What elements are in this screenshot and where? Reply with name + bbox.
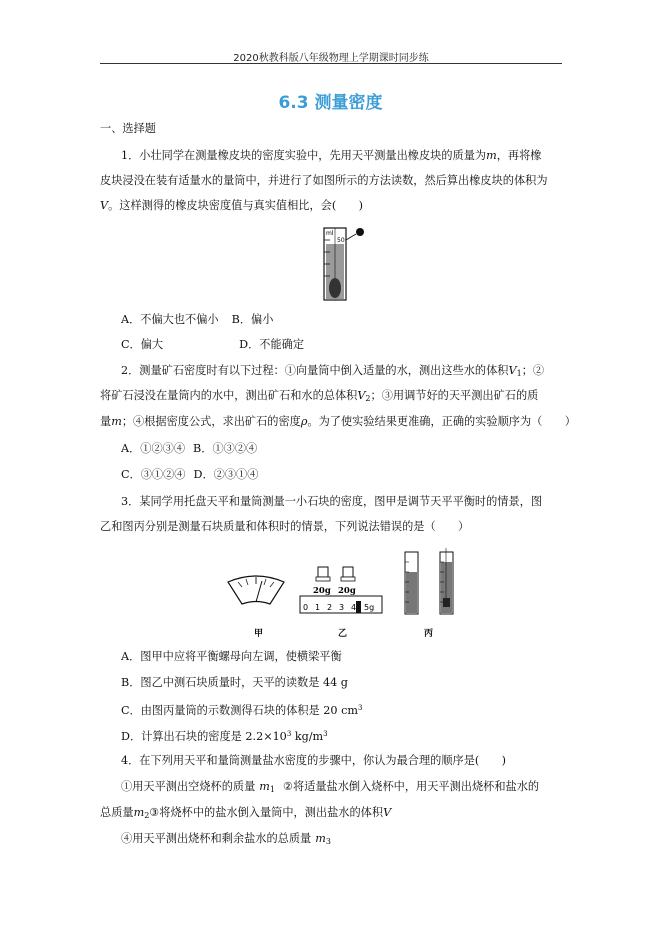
q2-var-rho: ρ — [300, 415, 308, 428]
q3-option-b-row — [121, 670, 587, 695]
q2-option-b[interactable]: B．①③②④ — [193, 442, 258, 455]
q3-option-a[interactable]: A．图甲中应将平衡螺母向左调，使横梁平衡 — [121, 650, 342, 663]
scale-tick-0: 0 — [303, 603, 309, 612]
q2-text-3c: 。为了使实验结果更准确，正确的实验顺序为（ ） — [307, 415, 576, 428]
figure-yi-weights-scale — [298, 563, 384, 619]
q3-option-d[interactable]: D．计算出石块的密度是 2.2×10 — [121, 730, 287, 743]
q2-options-ab — [121, 436, 587, 461]
q3-option-a-row — [121, 644, 587, 669]
q3-text-1: 3．某同学用托盘天平和量筒测量一小石块的密度，图甲是调节天平平衡时的情景，图 — [121, 495, 543, 508]
sight-line — [346, 234, 356, 240]
q3-option-d-row[interactable] — [121, 722, 587, 749]
q1-option-c[interactable]: C．偏大 — [121, 338, 164, 351]
q2-var-V1: V — [508, 364, 517, 377]
q3-line1 — [121, 489, 587, 514]
weight-1-label: 20g — [313, 586, 331, 596]
q1-cylinder-figure — [318, 222, 368, 304]
figure-bing-cylinders — [400, 548, 462, 618]
q3-option-c-row[interactable] — [121, 696, 587, 723]
figure-jia-balance-dial — [224, 572, 288, 612]
q1-line3 — [100, 193, 566, 218]
stone — [443, 598, 450, 607]
q2-option-c[interactable]: C．③①②④ — [121, 468, 186, 481]
q1-text-1: 1．小壮同学在测量橡皮块的密度实验中，先用天平测量出橡皮块的质量为 — [121, 149, 487, 162]
q3-option-d-unit: kg/m — [291, 730, 324, 743]
q4-step2-text: ②将适量盐水倒入烧杯中，用天平测出烧杯和盐水的 — [282, 780, 540, 793]
q2-var-V2-sub: 2 — [365, 394, 371, 403]
cylinder-mark-label: 50 — [337, 237, 345, 244]
q2-text-2-end: ；③用调节好的天平测出矿石的质 — [370, 389, 539, 402]
q2-var-V2: V — [357, 389, 366, 402]
scale-tick-5: 5g — [364, 603, 375, 612]
q4-step2-end: 总质量 — [100, 806, 134, 819]
q2-text-3b: ；④根据密度公式，求出矿石的密度 — [121, 415, 301, 428]
q3-line2 — [100, 514, 566, 539]
q2-text-2: 将矿石浸没在量筒内的水中，测出矿石和水的总体积 — [100, 389, 358, 402]
eye-icon — [356, 228, 364, 236]
q3-option-b[interactable]: B．图乙中测石块质量时，天平的读数是 44 g — [121, 676, 348, 689]
q3-option-c[interactable]: C．由图丙量筒的示数测得石块的体积是 20 cm — [121, 704, 358, 717]
q1-text-2: 皮块浸没在装有适量水的量筒中，并进行了如图所示的方法读数，然后算出橡皮块的体积为 — [100, 174, 548, 187]
q4-step4-text: ④用天平测出烧杯和剩余盐水的总质量 — [121, 832, 312, 845]
q1-options-cd — [121, 332, 587, 357]
weight-2 — [343, 567, 353, 577]
weight-2-label: 20g — [338, 586, 356, 596]
q2-text-1-end: ；② — [521, 364, 545, 377]
scale-tick-4: 4 — [351, 603, 357, 612]
q2-text-1: 2．测量矿石密度时有以下过程：①向量筒中倒入适量的水，测出这些水的体积 — [121, 364, 509, 377]
q1-line2 — [100, 168, 566, 193]
q4-var-m3-sub: 3 — [325, 837, 331, 846]
q3-text-2: 乙和图丙分别是测量石块质量和体积时的情景，下列说法错误的是（ ） — [100, 520, 470, 533]
weight-1 — [318, 567, 328, 577]
q1-option-d[interactable]: D．不能确定 — [239, 338, 305, 351]
scale-tick-1: 1 — [315, 603, 321, 612]
q4-var-m1: m — [259, 780, 270, 793]
q1-var-m: m — [486, 149, 497, 162]
q4-step4 — [121, 826, 587, 854]
rider — [356, 601, 361, 613]
q2-var-V1-sub: 1 — [516, 369, 522, 378]
q4-step3-text: ③将烧杯中的盐水倒入量筒中，测出盐水的体积 — [149, 806, 384, 819]
q3-option-d-sup1: 3 — [286, 730, 292, 738]
q1-text-3: 。这样测得的橡皮块密度值与真实值相比，会( ) — [108, 199, 363, 212]
q2-option-a[interactable]: A．①②③④ — [121, 442, 186, 455]
q3-option-d-sup2: 3 — [323, 730, 328, 738]
figure-yi-label: 乙 — [338, 629, 348, 639]
q2-var-m: m — [111, 415, 122, 428]
figure-bing-label: 丙 — [424, 629, 434, 639]
cylinder-unit-label: ml — [326, 230, 334, 237]
header-divider — [100, 63, 562, 64]
q1-option-b[interactable]: B．偏小 — [231, 313, 274, 326]
q4-var-m2-sub: 2 — [144, 811, 150, 820]
q4-step2 — [100, 800, 566, 828]
q4-step1-text: ①用天平测出空烧杯的质量 — [121, 780, 256, 793]
scale-tick-3: 3 — [339, 603, 345, 612]
q4-line1 — [121, 748, 587, 773]
q3-option-c-sup: 3 — [357, 704, 363, 712]
q1-options-ab — [121, 307, 587, 332]
page-header: 2020秋教科版八年级物理上学期课时同步练 — [233, 53, 429, 64]
q4-step1 — [121, 774, 587, 802]
q2-line2 — [100, 383, 566, 411]
section-heading — [100, 116, 566, 141]
q2-option-d[interactable]: D．②③①④ — [193, 468, 259, 481]
figure-jia-label: 甲 — [254, 629, 264, 639]
q4-var-m3: m — [315, 832, 326, 845]
q2-line3 — [100, 409, 576, 434]
q2-options-cd — [121, 462, 587, 487]
q1-line1 — [121, 143, 587, 168]
q2-line1 — [121, 358, 587, 386]
q4-text-1: 4．在下列用天平和量筒测量盐水密度的步骤中，你认为最合理的顺序是( ) — [121, 754, 507, 767]
q2-text-3a: 量 — [100, 415, 112, 428]
q1-var-V: V — [100, 199, 109, 212]
q4-var-m1-sub: 1 — [269, 785, 275, 794]
q4-var-V: V — [383, 806, 392, 819]
q4-var-m2: m — [133, 806, 145, 819]
scale-tick-2: 2 — [327, 603, 333, 612]
rubber-block — [329, 278, 341, 298]
section-label: 一、选择题 — [100, 122, 156, 135]
q1-text-1-end: ，再将橡 — [496, 149, 542, 162]
page-title: 6.3 测量密度 — [278, 93, 383, 113]
cylinder-a-water — [406, 572, 417, 613]
q1-option-a[interactable]: A．不偏大也不偏小 — [121, 313, 219, 326]
